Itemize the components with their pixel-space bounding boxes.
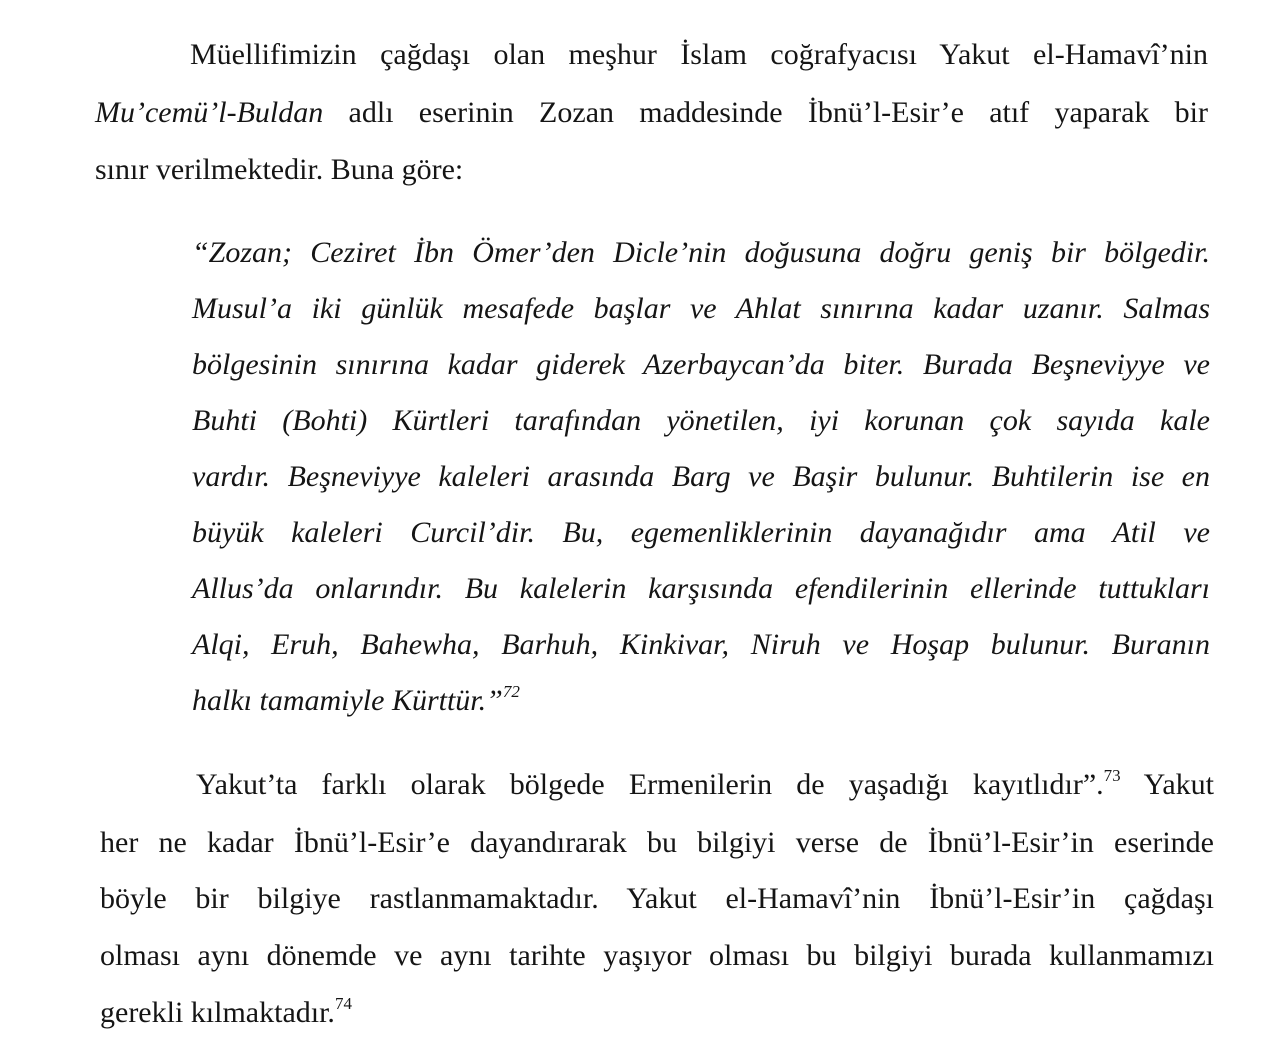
quote-line-8: Alqi, Eruh, Bahewha, Barhuh, Kinkivar, Niruh ve Hoşap bulunur. Buranın — [192, 628, 1210, 661]
paragraph-2-line-1-tail: Yakut — [1120, 768, 1214, 801]
paragraph-1-line-1: Müellifimizin çağdaşı olan meşhur İslam coğrafyacısı Yakut el-Hamavî’nin — [190, 38, 1208, 71]
quote-line-3: bölgesinin sınırına kadar giderek Azerbaycan’da biter. Burada Beşneviyye ve — [192, 348, 1210, 381]
paragraph-1-line-2-rest: adlı eserinin Zozan maddesinde İbnü’l-Esir’e atıf yaparak bir — [323, 96, 1208, 129]
footnote-72: 72 — [502, 682, 520, 701]
paragraph-1-line-2 — [95, 95, 1208, 131]
paragraph-2-line-1 — [196, 767, 1214, 803]
footnote-73: 73 — [1103, 766, 1121, 785]
book-title: Mu’cemü’l-Buldan — [95, 96, 324, 129]
quote-line-5: vardır. Beşneviyye kaleleri arasında Barg ve Başir bulunur. Buhtilerin ise en — [192, 460, 1210, 493]
quote-line-7: Allus’da onlarındır. Bu kalelerin karşısında efendilerinin ellerinde tuttukları — [192, 572, 1210, 605]
paragraph-2-line-3: böyle bir bilgiye rastlanmamaktadır. Yakut el-Hamavî’nin İbnü’l-Esir’in çağdaşı — [100, 882, 1214, 915]
paragraph-2-line-2: her ne kadar İbnü’l-Esir’e dayandırarak bu bilgiyi verse de İbnü’l-Esir’in eserinde — [100, 826, 1214, 859]
paragraph-2-line-4: olması aynı dönemde ve aynı tarihte yaşıyor olması bu bilgiyi burada kullanmamızı — [100, 939, 1214, 972]
quote-line-4: Buhti (Bohti) Kürtleri tarafından yönetilen, iyi korunan çok sayıda kale — [192, 404, 1210, 437]
quote-last-line-text: halkı tamamiyle Kürttür.” — [192, 684, 503, 717]
quote-line-6: büyük kaleleri Curcil’dir. Bu, egemenliklerinin dayanağıdır ama Atil ve — [192, 516, 1210, 549]
quote-line-9 — [192, 683, 520, 719]
paragraph-2-line-5-text: gerekli kılmaktadır. — [100, 996, 335, 1029]
paragraph-2-line-1-text: Yakut’ta farklı olarak bölgede Ermenilerin de yaşadığı kayıtlıdır”. — [196, 768, 1104, 801]
paragraph-1-line-3: sınır verilmektedir. Buna göre: — [95, 153, 464, 186]
quote-line-2: Musul’a iki günlük mesafede başlar ve Ahlat sınırına kadar uzanır. Salmas — [192, 292, 1210, 325]
quote-line-1: “Zozan; Ceziret İbn Ömer’den Dicle’nin doğusuna doğru geniş bir bölgedir. — [192, 236, 1210, 269]
footnote-74: 74 — [334, 994, 352, 1013]
paragraph-2-line-5 — [100, 995, 352, 1031]
